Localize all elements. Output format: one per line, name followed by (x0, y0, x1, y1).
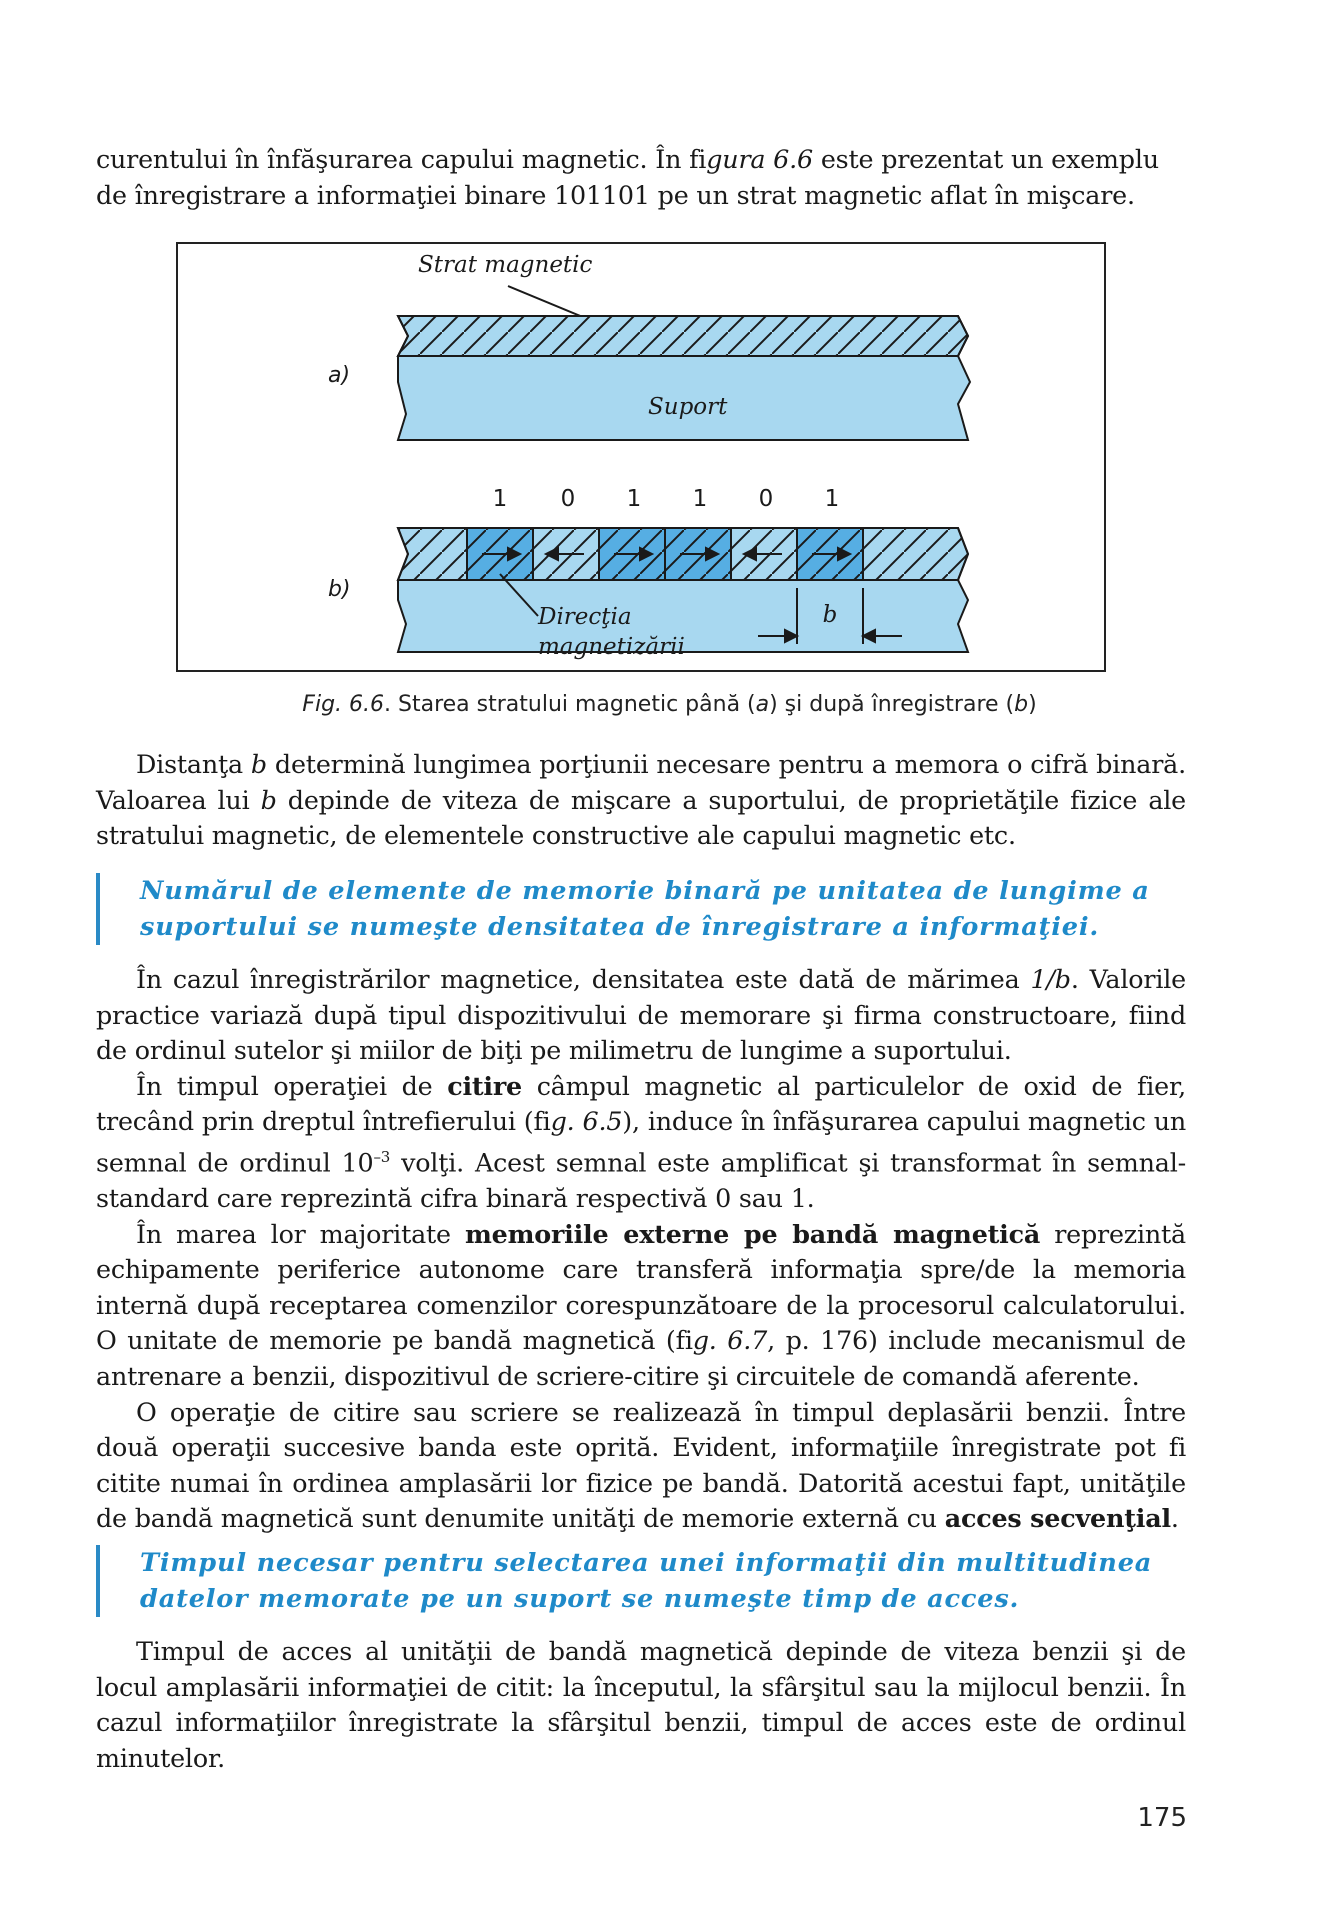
intro-line-1a: curentului în înfăşurarea capului magnetic. În fi (96, 144, 707, 174)
magnetic-layer-a-hatch (398, 316, 968, 356)
definition-1 (96, 873, 1186, 945)
caption-b: b (1014, 692, 1029, 717)
bit-label-4: 1 (692, 486, 708, 512)
paragraph-2-text: În cazul înregistrărilor magnetice, densitatea este dată de mărimea 1/b. Valorile practice variază după tipul dispozitivului de memorare şi firma constructoare, fiind de ordinul sutelor şi miilor de biţi pe milimetru de lungime a suportului. (96, 964, 1186, 1066)
label-suport: Suport (648, 394, 728, 420)
definition-1-line-2: suportului se numeşte densitatea de înregistrare a informaţiei. (140, 912, 1100, 942)
label-magnetizarii: magnetizării (538, 634, 685, 660)
page-number: 175 (1137, 1803, 1187, 1833)
paragraph-1 (96, 747, 1186, 854)
bit-label-1: 1 (492, 486, 508, 512)
label-b-dimension: b (822, 602, 838, 628)
paragraph-2 (96, 962, 1186, 1537)
label-directia: Direcţia (538, 604, 632, 630)
bit-label-6: 1 (824, 486, 840, 512)
caption-text-b: ) şi după înregistrare ( (769, 692, 1015, 717)
paragraph-6 (96, 1634, 1186, 1776)
label-a: a) (328, 363, 351, 388)
caption-text-c: ) (1028, 692, 1037, 717)
caption-fig-number: Fig. 6.6 (302, 692, 385, 717)
figure-ref-6-6: gura 6.6 (706, 144, 813, 174)
definition-2 (96, 1545, 1186, 1617)
figure-6-6 (176, 242, 1106, 672)
intro-line-1 (96, 142, 1186, 178)
paragraph-1-text: Distanţa b determină lungimea porţiunii necesare pentru a memora o cifră binară. Valoarea lui b depinde de viteza de mişcare a suportului, de proprietăţile fizice ale stratului magnetic, de elementele constructive ale capului magnetic etc. (96, 749, 1187, 851)
paragraph-6-text: Timpul de acces al unităţii de bandă magnetică depinde de viteza benzii şi de locul amplasării informaţiei de citit: la începutul, la sfârşitul sau la mijlocul benzii. În cazul informaţiilor înregistrate la sfârşitul benzii, timpul de acces este de ordinul minutelor. (96, 1636, 1186, 1773)
paragraph-3-text: În timpul operaţiei de citire câmpul magnetic al particulelor de oxid de fier, trecând prin dreptul întrefierului (fig. 6.5), induce în înfăşurarea capului magnetic un semnal de ordinul $10^{-3}$ volţi. Acest semnal este amplificat şi transformat în semnal-standard care reprezintă cifra binară respectivă 0 sau 1. (96, 1070, 1187, 1214)
definition-2-line-2: datelor memorate pe un suport se numeşte timp de acces. (140, 1584, 1020, 1614)
intro-line-1c: este prezentat un exemplu (812, 144, 1159, 174)
figure-diagram (178, 244, 1104, 670)
label-strat-magnetic: Strat magnetic (418, 252, 593, 278)
bit-label-5: 0 (758, 486, 774, 512)
definition-1-line-1: Numărul de elemente de memorie binară pe unitatea de lungime a (140, 876, 1150, 906)
definition-2-line-1: Timpul necesar pentru selectarea unei informaţii din multitudinea (140, 1548, 1153, 1578)
intro-line-2: de înregistrare a informaţiei binare 101101 pe un strat magnetic aflat în mişcare. (96, 179, 1135, 210)
caption-text-a: . Starea stratului magnetic până ( (384, 692, 756, 717)
caption-a: a (755, 692, 770, 717)
intro-text (96, 142, 1186, 213)
paragraph-4-text: În marea lor majoritate memoriile externe pe bandă magnetică reprezintă echipamente periferice autonome care transferă informaţia spre/de la memoria internă după receptarea comenzilor corespunzătoare de la procesorul calculatorului. O unitate de memorie pe bandă magnetică (fig. 6.7, p. 176) include mecanismul de antrenare a benzii, dispozitivul de scriere-citire şi circuitele de comandă aferente. (96, 1218, 1186, 1391)
label-b: b) (328, 577, 351, 602)
figure-caption (0, 692, 1339, 717)
paragraph-5-text: O operaţie de citire sau scriere se realizează în timpul deplasării benzii. Între două operaţii succesive banda este oprită. Evident, informaţiile înregistrate pot fi citite numai în ordinea amplasării lor fizice pe bandă. Datorită acestui fapt, unităţile de bandă magnetică sunt denumite unităţi de memorie externă cu acces secvenţial. (96, 1396, 1186, 1534)
bit-label-3: 1 (626, 486, 642, 512)
bit-label-2: 0 (560, 486, 576, 512)
